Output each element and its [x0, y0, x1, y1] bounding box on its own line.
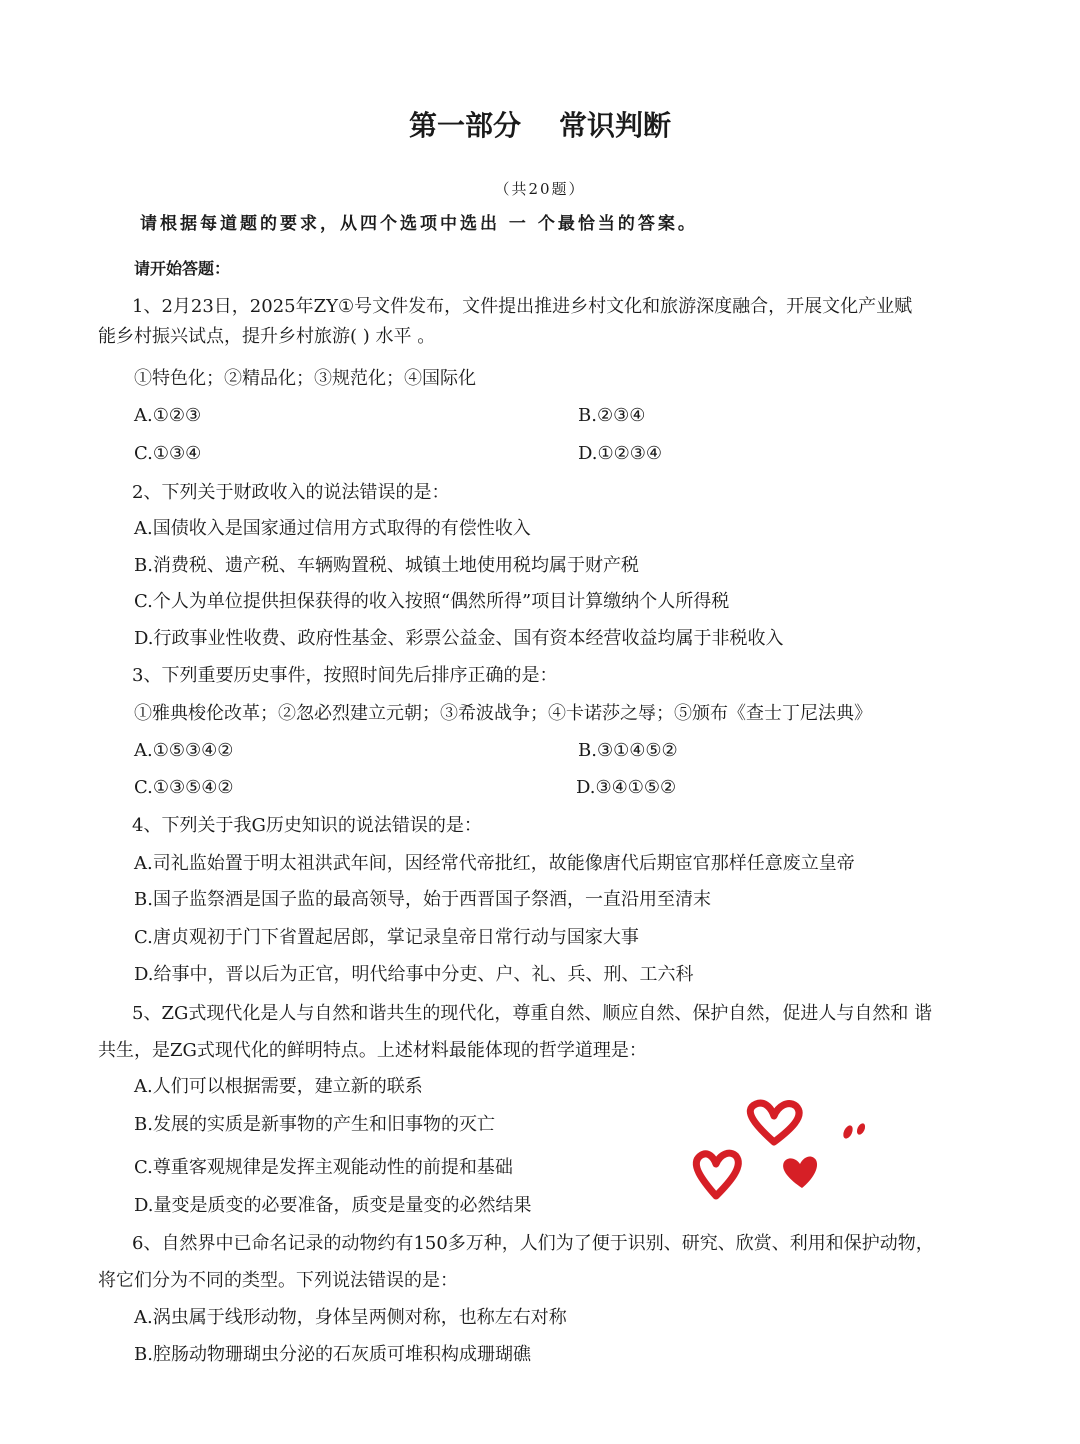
q1-stem-line2: 能乡村振兴试点，提升乡村旅游( ) 水平 。 — [98, 326, 436, 347]
q5-option-b: B.发展的实质是新事物的产生和旧事物的灭亡 — [134, 1114, 495, 1135]
q2-option-b: B.消费税、遗产税、车辆购置税、城镇土地使用税均属于财产税 — [134, 555, 639, 576]
q6-option-a: A.涡虫属于线形动物，身体呈两侧对称，也称左右对称 — [134, 1307, 567, 1328]
q5-option-c: C.尊重客观规律是发挥主观能动性的前提和基础 — [134, 1157, 513, 1178]
q3-option-d: D.③④①⑤② — [576, 777, 677, 798]
q3-option-a: A.①⑤③④② — [134, 740, 234, 761]
q4-option-d: D.给事中，晋以后为正官，明代给事中分吏、户、礼、兵、刑、工六科 — [134, 964, 694, 985]
q6-stem-line1: 6、自然界中已命名记录的动物约有150多万种，人们为了便于识别、研究、欣赏、利用和保护动物， — [132, 1233, 934, 1254]
q4-stem: 4、下列关于我G历史知识的说法错误的是： — [132, 815, 482, 836]
heart-outline-left — [696, 1153, 738, 1196]
q1-option-b: B.②③④ — [578, 405, 646, 426]
question-count: （共20题） — [494, 180, 586, 198]
q1-option-c: C.①③④ — [134, 443, 202, 464]
q4-option-a: A.司礼监始置于明太祖洪武年间，因经常代帝批红，故能像唐代后期宦官那样任意废立皇帝 — [134, 853, 855, 874]
q3-items: ①雅典梭伦改革；②忽必烈建立元朝；③希波战争；④卡诺莎之辱；⑤颁布《查士丁尼法典》 — [134, 703, 872, 724]
page-title — [0, 108, 1080, 144]
q3-option-c: C.①③⑤④② — [134, 777, 234, 798]
q1-stem-line1: 1、2月23日，2025年ZY①号文件发布，文件提出推进乡村文化和旅游深度融合，开展文化产业赋 — [132, 296, 913, 317]
q4-option-b: B.国子监祭酒是国子监的最高领导，始于西晋国子祭酒，一直沿用至清末 — [134, 889, 711, 910]
start-label: 请开始答题： — [134, 259, 231, 278]
q3-option-b: B.③①④⑤② — [578, 740, 678, 761]
q1-option-a: A.①②③ — [134, 405, 202, 426]
q5-option-a: A.人们可以根据需要，建立新的联系 — [134, 1076, 423, 1097]
heart-dash-2 — [855, 1122, 866, 1136]
q5-stem-line1: 5、ZG式现代化是人与自然和谐共生的现代化，尊重自然、顺应自然、保护自然，促进人与自然和 谐 — [132, 1003, 933, 1024]
q1-option-d: D.①②③④ — [578, 443, 663, 464]
heart-dash-1 — [841, 1124, 854, 1140]
q2-option-c: C.个人为单位提供担保获得的收入按照“偶然所得”项目计算缴纳个人所得税 — [134, 591, 730, 612]
q1-items: ①特色化；②精品化；③规范化；④国际化 — [134, 368, 476, 389]
part-label: 第一部分 — [408, 109, 521, 142]
heart-filled — [783, 1157, 817, 1188]
hearts-icon — [686, 1096, 886, 1206]
q2-option-a: A.国债收入是国家通过信用方式取得的有偿性收入 — [134, 518, 531, 539]
q5-stem-line2: 共生，是ZG式现代化的鲜明特点。上述材料最能体现的哲学道理是： — [98, 1040, 647, 1061]
q6-stem-line2: 将它们分为不同的类型。下列说法错误的是： — [98, 1270, 458, 1291]
q4-option-c: C.唐贞观初于门下省置起居郎，掌记录皇帝日常行动与国家大事 — [134, 927, 639, 948]
q5-option-d: D.量变是质变的必要准备，质变是量变的必然结果 — [134, 1195, 532, 1216]
instruction: 请根据每道题的要求，从四个选项中选出 一 个最恰当的答案。 — [140, 214, 698, 234]
q3-stem: 3、下列重要历史事件，按照时间先后排序正确的是： — [132, 665, 558, 686]
section-label: 常识判断 — [559, 109, 672, 142]
heart-outline-large — [750, 1103, 799, 1142]
q2-stem: 2、下列关于财政收入的说法错误的是： — [132, 482, 450, 503]
q6-option-b: B.腔肠动物珊瑚虫分泌的石灰质可堆积构成珊瑚礁 — [134, 1344, 531, 1365]
q2-option-d: D.行政事业性收费、政府性基金、彩票公益金、国有资本经营收益均属于非税收入 — [134, 628, 784, 649]
